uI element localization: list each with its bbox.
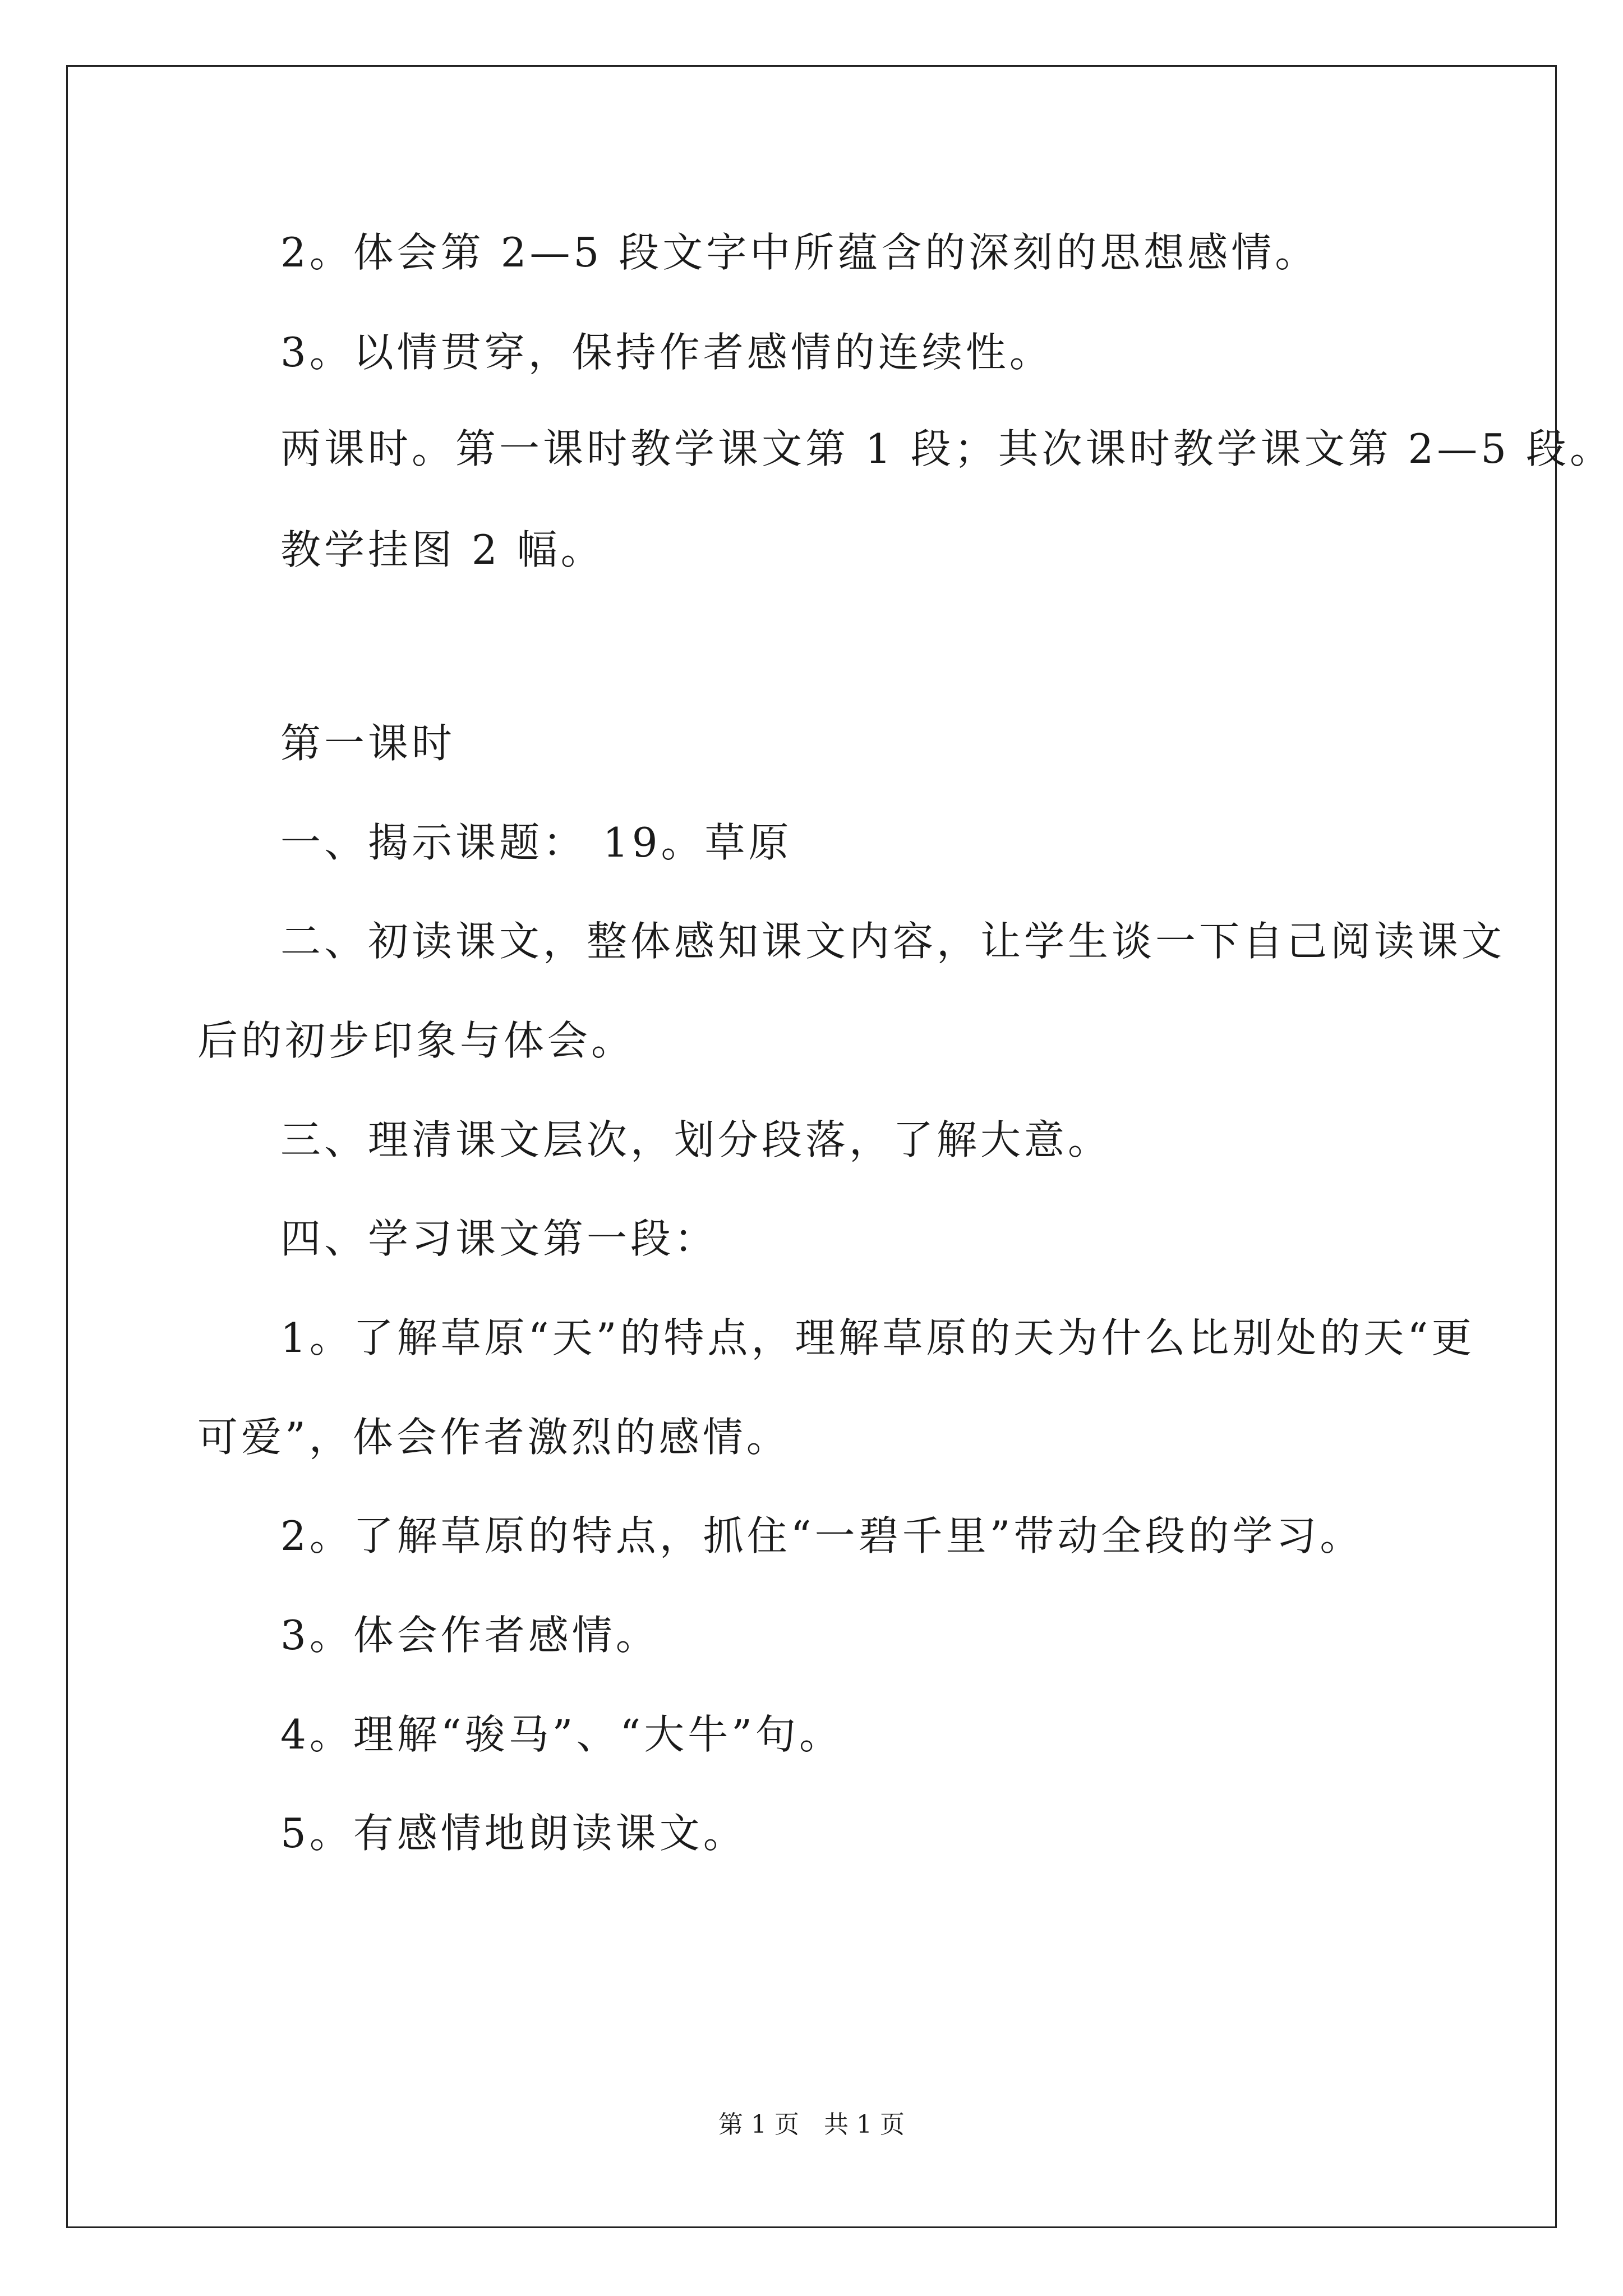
paragraph-step-1: 一、揭示课题： 19。草原 (280, 819, 792, 866)
page-number-footer: 第 1 页 共 1 页 (718, 2110, 905, 2139)
paragraph-objective-2: 2。体会第 2—5 段文字中所蕴含的深刻的思想感情。 (280, 229, 1319, 276)
paragraph-item-1-cont: 可爱”，体会作者激烈的感情。 (197, 1414, 790, 1461)
paragraph-lesson-hours: 两课时。第一课时教学课文第 1 段；其次课时教学课文第 2—5 段。 (280, 425, 1613, 472)
paragraph-item-5: 5。有感情地朗读课文。 (280, 1810, 747, 1857)
paragraph-item-1: 1。了解草原“天”的特点，理解草原的天为什么比别处的天“更 (280, 1314, 1476, 1361)
paragraph-step-2-cont: 后的初步印象与体会。 (197, 1017, 635, 1064)
paragraph-materials: 教学挂图 2 幅。 (280, 526, 605, 573)
paragraph-item-3: 3。体会作者感情。 (280, 1612, 660, 1659)
paragraph-item-4: 4。理解“骏马”、“大牛”句。 (280, 1711, 843, 1758)
section-heading-first-lesson: 第一课时 (280, 720, 456, 767)
paragraph-step-2: 二、初读课文，整体感知课文内容，让学生谈一下自己阅读课文 (280, 918, 1506, 965)
paragraph-item-2: 2。了解草原的特点，抓住“一碧千里”带动全段的学习。 (280, 1512, 1364, 1559)
paragraph-step-3: 三、理清课文层次，划分段落，了解大意。 (280, 1116, 1112, 1163)
paragraph-step-4: 四、学习课文第一段： (280, 1215, 718, 1262)
paragraph-objective-3: 3。以情贯穿，保持作者感情的连续性。 (280, 329, 1053, 376)
